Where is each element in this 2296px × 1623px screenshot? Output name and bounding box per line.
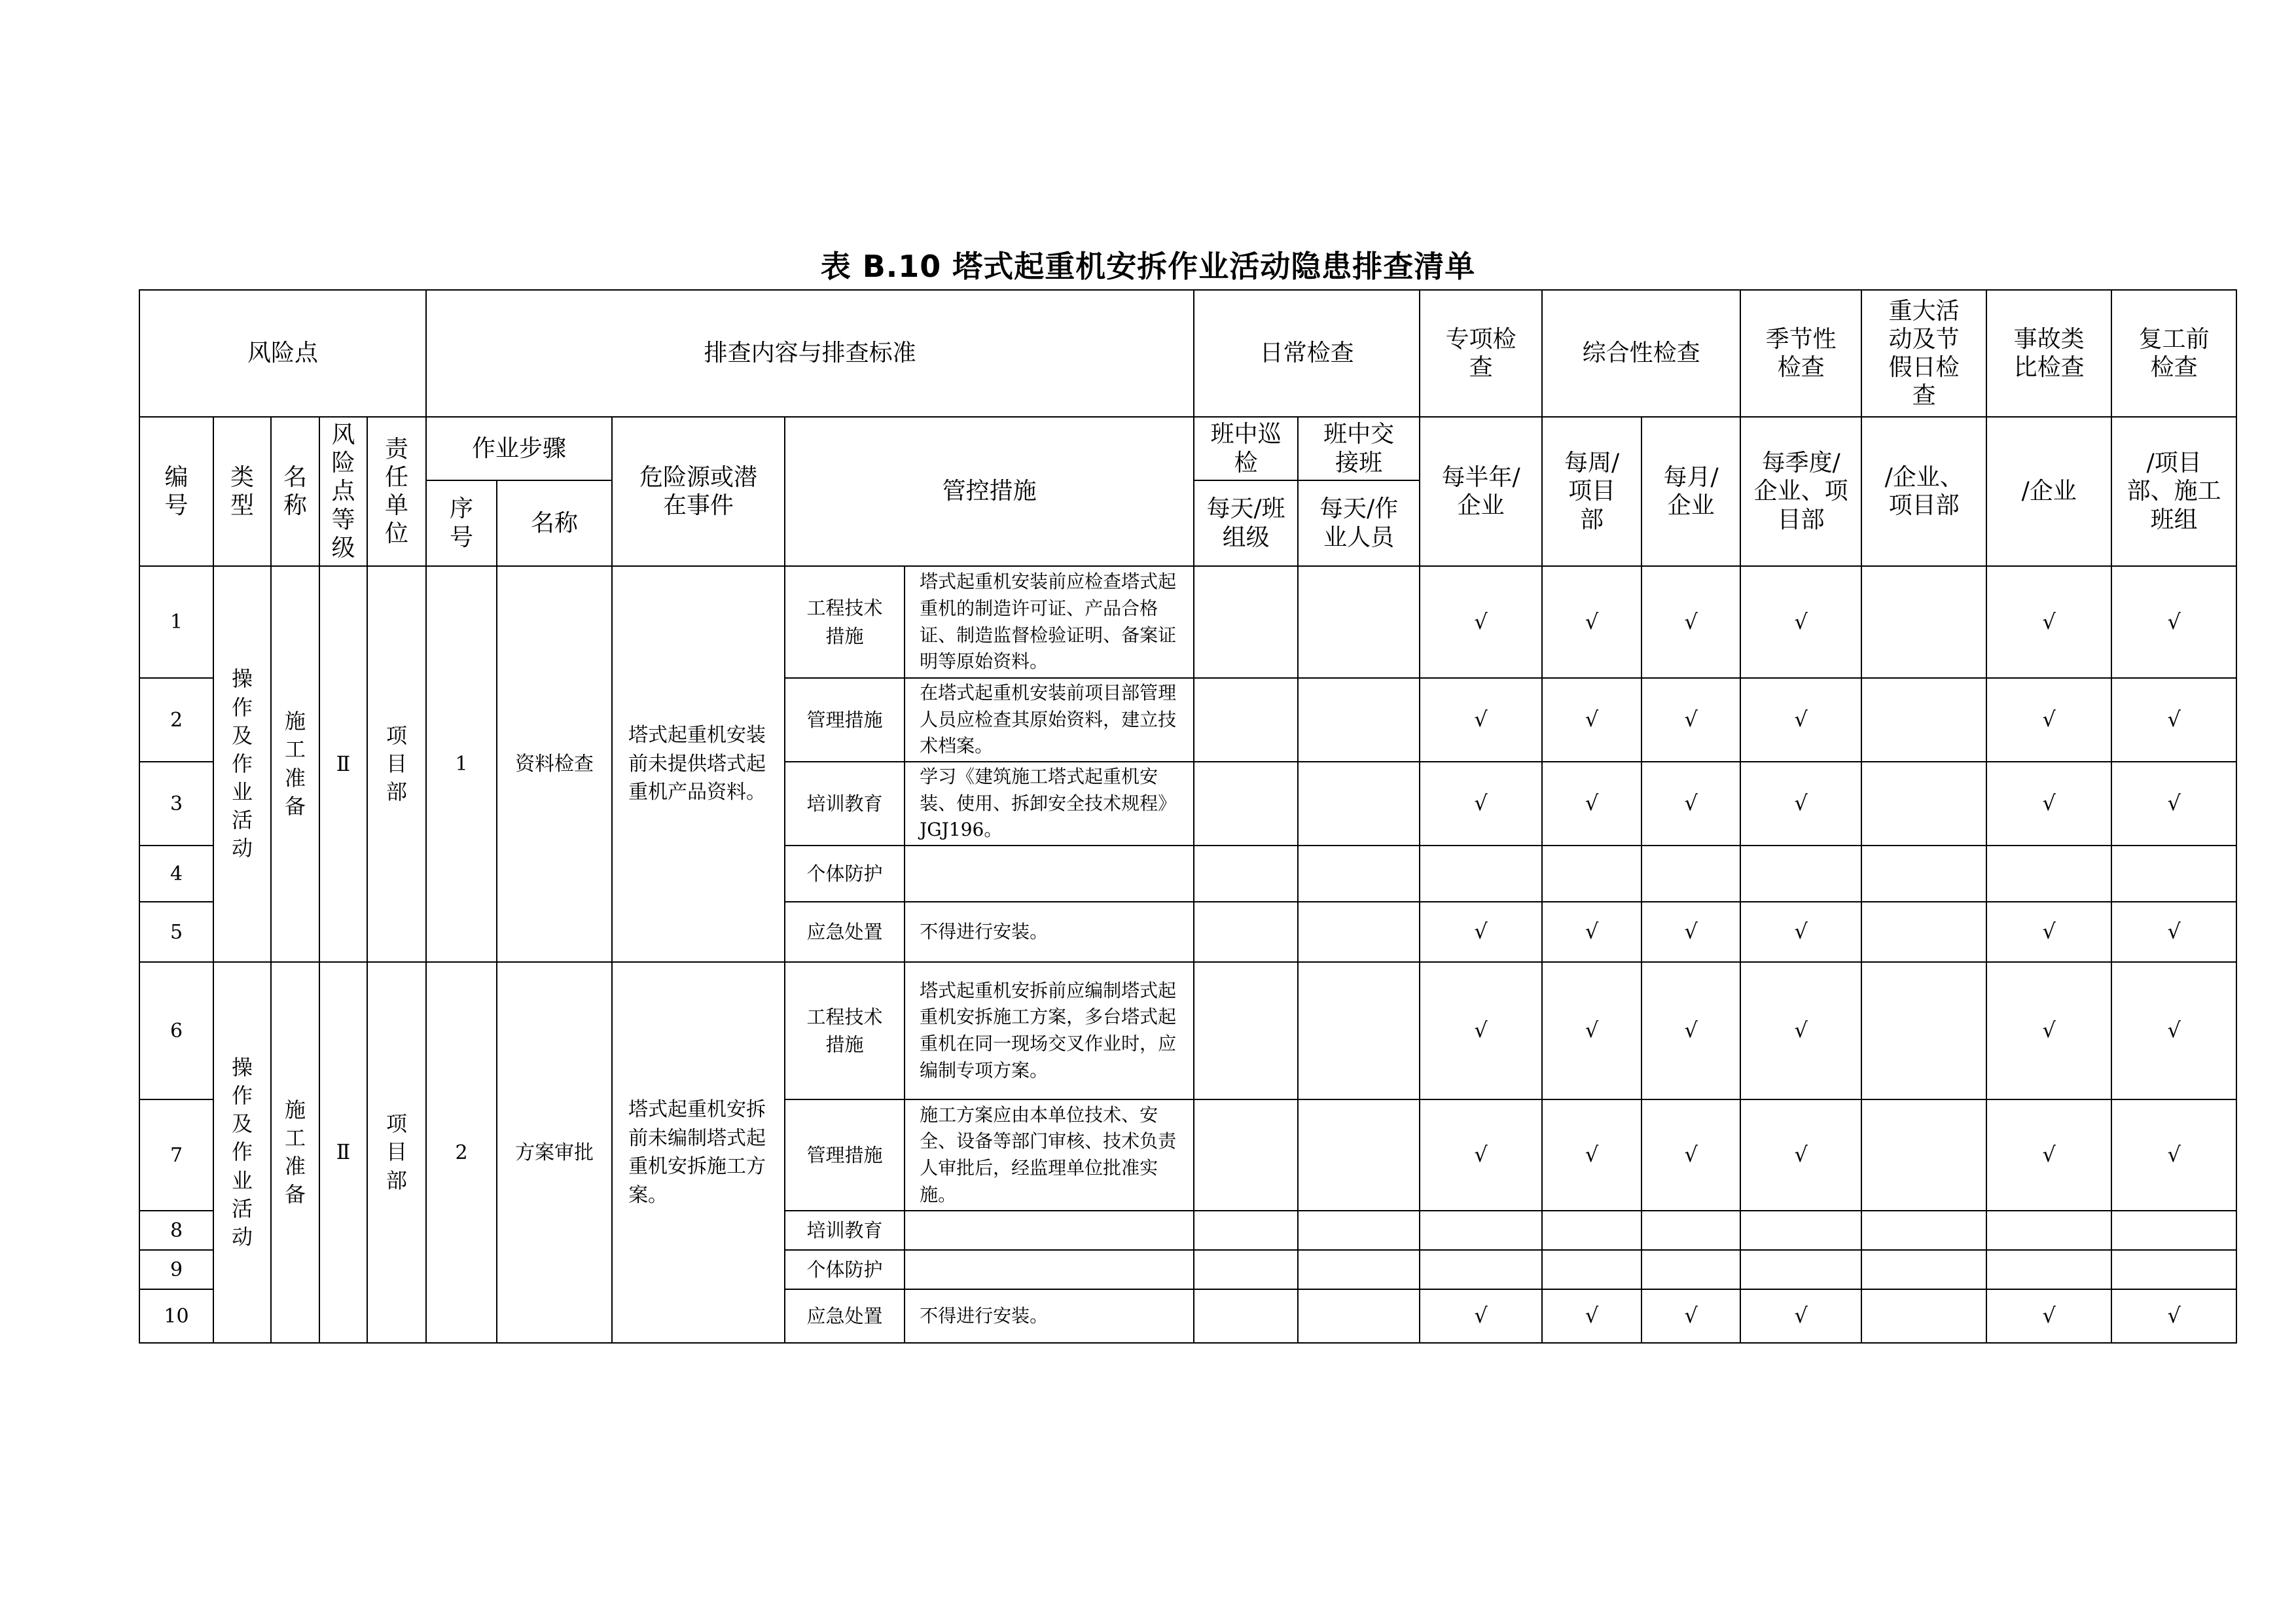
check-mark-icon: √ — [1794, 791, 1808, 816]
check-mark-icon: √ — [1585, 1142, 1599, 1168]
accident-check-cell — [1986, 1250, 2111, 1289]
monthly-freq-header: 每月/企业 — [1641, 417, 1740, 566]
weekly-check-cell — [1542, 902, 1641, 962]
monthly-check-cell — [1641, 762, 1740, 846]
daily-check-cell — [1298, 566, 1420, 678]
accident-check-header: 事故类比检查 — [1986, 290, 2111, 417]
special-check-cell — [1420, 902, 1542, 962]
holiday-freq-header: /企业、项目部 — [1861, 417, 1986, 566]
check-mark-icon: √ — [1684, 707, 1698, 732]
resumption-check-cell — [2111, 762, 2236, 846]
table-title: 表 B.10 塔式起重机安拆作业活动隐患排查清单 — [820, 249, 1476, 284]
holiday-check-cell — [1861, 846, 1986, 902]
check-mark-icon: √ — [1585, 919, 1599, 944]
check-mark-icon: √ — [1585, 707, 1599, 732]
step-name-header: 名称 — [497, 480, 612, 566]
check-mark-icon: √ — [1474, 791, 1488, 816]
check-mark-icon: √ — [1585, 1303, 1599, 1329]
risk-level-cell: Ⅱ — [319, 962, 367, 1343]
measure-category-cell: 工程技术措施 — [785, 566, 905, 678]
weekly-check-cell — [1542, 846, 1641, 902]
check-mark-icon: √ — [2167, 919, 2181, 944]
daily-check-cell — [1194, 1250, 1298, 1289]
check-mark-icon: √ — [2167, 1142, 2181, 1168]
check-mark-icon: √ — [1474, 1142, 1488, 1168]
accident-freq-header: /企业 — [1986, 417, 2111, 566]
row-number-cell: 7 — [139, 1099, 213, 1211]
daily-check-cell — [1194, 678, 1298, 762]
check-mark-icon: √ — [1474, 609, 1488, 634]
seasonal-check-cell — [1740, 1250, 1861, 1289]
check-mark-icon: √ — [1794, 919, 1808, 944]
check-mark-icon: √ — [1794, 1142, 1808, 1168]
accident-check-cell — [1986, 762, 2111, 846]
check-mark-icon: √ — [1794, 609, 1808, 634]
accident-check-cell — [1986, 678, 2111, 762]
measure-category-cell: 管理措施 — [785, 1099, 905, 1211]
accident-check-cell — [1986, 566, 2111, 678]
measure-category-cell: 工程技术措施 — [785, 962, 905, 1099]
name-cell: 施工准备 — [271, 962, 319, 1343]
daily-check-cell — [1194, 962, 1298, 1099]
special-check-cell — [1420, 962, 1542, 1099]
handover-freq-header: 每天/作业人员 — [1298, 480, 1420, 566]
check-mark-icon: √ — [2167, 1303, 2181, 1329]
check-mark-icon: √ — [1474, 1018, 1488, 1043]
work-steps-header: 作业步骤 — [426, 417, 612, 480]
header-row-2 — [139, 417, 2236, 480]
name-header: 名称 — [271, 417, 319, 566]
risk-level-cell: Ⅱ — [319, 566, 367, 962]
check-mark-icon: √ — [1684, 609, 1698, 634]
measure-category-cell: 应急处置 — [785, 902, 905, 962]
check-mark-icon: √ — [2167, 791, 2181, 816]
holiday-check-cell — [1861, 678, 1986, 762]
check-mark-icon: √ — [1474, 919, 1488, 944]
check-mark-icon: √ — [1684, 1142, 1698, 1168]
holiday-check-cell — [1861, 762, 1986, 846]
resumption-check-cell — [2111, 902, 2236, 962]
resumption-check-header: 复工前检查 — [2111, 290, 2236, 417]
control-measure-cell: 塔式起重机安拆前应编制塔式起重机安拆施工方案，多台塔式起重机在同一现场交叉作业时，应编制专项方案。 — [905, 962, 1194, 1099]
seasonal-check-cell — [1740, 762, 1861, 846]
check-mark-icon: √ — [1585, 791, 1599, 816]
risk-level-header: 风险点等级 — [319, 417, 367, 566]
monthly-check-cell — [1641, 1289, 1740, 1343]
control-measures-header: 管控措施 — [785, 417, 1194, 566]
type-header: 类型 — [213, 417, 271, 566]
check-mark-icon: √ — [2167, 1018, 2181, 1043]
holiday-check-cell — [1861, 1211, 1986, 1250]
hazard-header: 危险源或潜在事件 — [612, 417, 785, 566]
check-mark-icon: √ — [1794, 1018, 1808, 1043]
daily-check-cell — [1298, 846, 1420, 902]
table-row — [139, 962, 2236, 1099]
unit-cell: 项目部 — [367, 566, 426, 962]
control-measure-cell: 不得进行安装。 — [905, 902, 1194, 962]
seasonal-check-cell — [1740, 1099, 1861, 1211]
holiday-check-cell — [1861, 962, 1986, 1099]
monthly-check-cell — [1641, 962, 1740, 1099]
weekly-check-cell — [1542, 1099, 1641, 1211]
header-row-1 — [139, 290, 2236, 417]
measure-category-cell: 培训教育 — [785, 1211, 905, 1250]
special-check-cell — [1420, 846, 1542, 902]
step-seq-cell: 1 — [426, 566, 497, 962]
seasonal-check-cell — [1740, 678, 1861, 762]
check-mark-icon: √ — [1794, 1303, 1808, 1329]
monthly-check-cell — [1641, 678, 1740, 762]
special-check-cell — [1420, 1289, 1542, 1343]
holiday-check-header: 重大活动及节假日检查 — [1861, 290, 1986, 417]
unit-cell: 项目部 — [367, 962, 426, 1343]
seasonal-check-cell — [1740, 1211, 1861, 1250]
shift-patrol-header: 班中巡检 — [1194, 417, 1298, 480]
check-mark-icon: √ — [2042, 919, 2056, 944]
step-seq-cell: 2 — [426, 962, 497, 1343]
special-check-cell — [1420, 1099, 1542, 1211]
check-mark-icon: √ — [2042, 1142, 2056, 1168]
control-measure-cell: 塔式起重机安装前应检查塔式起重机的制造许可证、产品合格证、制造监督检验证明、备案证明等原始资料。 — [905, 566, 1194, 678]
control-measure-cell — [905, 1250, 1194, 1289]
accident-check-cell — [1986, 1099, 2111, 1211]
check-mark-icon: √ — [2042, 707, 2056, 732]
hazard-checklist-table — [139, 289, 2237, 1344]
monthly-check-cell — [1641, 902, 1740, 962]
check-mark-icon: √ — [2042, 1303, 2056, 1329]
monthly-check-cell — [1641, 1099, 1740, 1211]
special-check-cell — [1420, 678, 1542, 762]
measure-category-cell: 个体防护 — [785, 1250, 905, 1289]
daily-check-header: 日常检查 — [1194, 290, 1420, 417]
comprehensive-check-header: 综合性检查 — [1542, 290, 1740, 417]
resumption-check-cell — [2111, 1211, 2236, 1250]
daily-check-cell — [1194, 1211, 1298, 1250]
check-mark-icon: √ — [1684, 791, 1698, 816]
daily-check-cell — [1298, 962, 1420, 1099]
check-mark-icon: √ — [2042, 609, 2056, 634]
row-number-cell: 2 — [139, 678, 213, 762]
step-seq-header: 序号 — [426, 480, 497, 566]
holiday-check-cell — [1861, 1289, 1986, 1343]
check-mark-icon: √ — [1684, 1018, 1698, 1043]
daily-check-cell — [1194, 566, 1298, 678]
accident-check-cell — [1986, 902, 2111, 962]
seasonal-check-cell — [1740, 846, 1861, 902]
holiday-check-cell — [1861, 1250, 1986, 1289]
daily-check-cell — [1194, 902, 1298, 962]
monthly-check-cell — [1641, 1211, 1740, 1250]
measure-category-cell: 管理措施 — [785, 678, 905, 762]
control-measure-cell: 不得进行安装。 — [905, 1289, 1194, 1343]
daily-check-cell — [1298, 1211, 1420, 1250]
weekly-check-cell — [1542, 762, 1641, 846]
weekly-check-cell — [1542, 566, 1641, 678]
control-measure-cell: 施工方案应由本单位技术、安全、设备等部门审核、技术负责人审批后，经监理单位批准实施。 — [905, 1099, 1194, 1211]
control-measure-cell — [905, 846, 1194, 902]
resumption-check-cell — [2111, 1289, 2236, 1343]
patrol-freq-header: 每天/班组级 — [1194, 480, 1298, 566]
check-mark-icon: √ — [2042, 1018, 2056, 1043]
special-check-cell — [1420, 566, 1542, 678]
row-number-cell: 4 — [139, 846, 213, 902]
check-mark-icon: √ — [1794, 707, 1808, 732]
hazard-cell: 塔式起重机安装前未提供塔式起重机产品资料。 — [612, 566, 785, 962]
daily-check-cell — [1298, 1250, 1420, 1289]
type-cell: 操作及作业活动 — [213, 962, 271, 1343]
special-check-header: 专项检查 — [1420, 290, 1542, 417]
daily-check-cell — [1194, 762, 1298, 846]
row-number-cell: 1 — [139, 566, 213, 678]
monthly-check-cell — [1641, 566, 1740, 678]
check-mark-icon: √ — [2042, 791, 2056, 816]
check-mark-icon: √ — [1684, 919, 1698, 944]
name-cell: 施工准备 — [271, 566, 319, 962]
row-number-cell: 6 — [139, 962, 213, 1099]
risk-point-header: 风险点 — [139, 290, 426, 417]
seasonal-freq-header: 每季度/企业、项目部 — [1740, 417, 1861, 566]
resumption-check-cell — [2111, 1099, 2236, 1211]
resumption-check-cell — [2111, 962, 2236, 1099]
measure-category-cell: 个体防护 — [785, 846, 905, 902]
check-mark-icon: √ — [1684, 1303, 1698, 1329]
weekly-freq-header: 每周/项目部 — [1542, 417, 1641, 566]
row-number-cell: 10 — [139, 1289, 213, 1343]
control-measure-cell — [905, 1211, 1194, 1250]
accident-check-cell — [1986, 1211, 2111, 1250]
control-measure-cell: 在塔式起重机安装前项目部管理人员应检查其原始资料，建立技术档案。 — [905, 678, 1194, 762]
accident-check-cell — [1986, 1289, 2111, 1343]
daily-check-cell — [1298, 1289, 1420, 1343]
holiday-check-cell — [1861, 1099, 1986, 1211]
check-mark-icon: √ — [2167, 707, 2181, 732]
special-check-cell — [1420, 1250, 1542, 1289]
seasonal-check-header: 季节性检查 — [1740, 290, 1861, 417]
responsible-unit-header: 责任单位 — [367, 417, 426, 566]
accident-check-cell — [1986, 962, 2111, 1099]
step-name-cell: 资料检查 — [497, 566, 612, 962]
check-mark-icon: √ — [2167, 609, 2181, 634]
daily-check-cell — [1194, 1099, 1298, 1211]
number-header: 编号 — [139, 417, 213, 566]
resumption-check-cell — [2111, 1250, 2236, 1289]
resumption-check-cell — [2111, 846, 2236, 902]
holiday-check-cell — [1861, 566, 1986, 678]
weekly-check-cell — [1542, 1211, 1641, 1250]
special-freq-header: 每半年/企业 — [1420, 417, 1542, 566]
seasonal-check-cell — [1740, 1289, 1861, 1343]
seasonal-check-cell — [1740, 902, 1861, 962]
table-row — [139, 566, 2236, 678]
row-number-cell: 3 — [139, 762, 213, 846]
measure-category-cell: 应急处置 — [785, 1289, 905, 1343]
accident-check-cell — [1986, 846, 2111, 902]
weekly-check-cell — [1542, 1289, 1641, 1343]
weekly-check-cell — [1542, 962, 1641, 1099]
seasonal-check-cell — [1740, 962, 1861, 1099]
row-number-cell: 5 — [139, 902, 213, 962]
resumption-freq-header: /项目部、施工班组 — [2111, 417, 2236, 566]
row-number-cell: 8 — [139, 1211, 213, 1250]
resumption-check-cell — [2111, 566, 2236, 678]
weekly-check-cell — [1542, 1250, 1641, 1289]
monthly-check-cell — [1641, 846, 1740, 902]
control-measure-cell: 学习《建筑施工塔式起重机安装、使用、拆卸安全技术规程》JGJ196。 — [905, 762, 1194, 846]
check-mark-icon: √ — [1585, 1018, 1599, 1043]
daily-check-cell — [1194, 1289, 1298, 1343]
holiday-check-cell — [1861, 902, 1986, 962]
row-number-cell: 9 — [139, 1250, 213, 1289]
special-check-cell — [1420, 1211, 1542, 1250]
weekly-check-cell — [1542, 678, 1641, 762]
daily-check-cell — [1298, 678, 1420, 762]
shift-handover-header: 班中交接班 — [1298, 417, 1420, 480]
inspection-content-header: 排查内容与排查标准 — [426, 290, 1194, 417]
daily-check-cell — [1194, 846, 1298, 902]
seasonal-check-cell — [1740, 566, 1861, 678]
daily-check-cell — [1298, 902, 1420, 962]
resumption-check-cell — [2111, 678, 2236, 762]
check-mark-icon: √ — [1474, 1303, 1488, 1329]
hazard-cell: 塔式起重机安拆前未编制塔式起重机安拆施工方案。 — [612, 962, 785, 1343]
monthly-check-cell — [1641, 1250, 1740, 1289]
measure-category-cell: 培训教育 — [785, 762, 905, 846]
daily-check-cell — [1298, 762, 1420, 846]
daily-check-cell — [1298, 1099, 1420, 1211]
step-name-cell: 方案审批 — [497, 962, 612, 1343]
special-check-cell — [1420, 762, 1542, 846]
check-mark-icon: √ — [1474, 707, 1488, 732]
check-mark-icon: √ — [1585, 609, 1599, 634]
type-cell: 操作及作业活动 — [213, 566, 271, 962]
